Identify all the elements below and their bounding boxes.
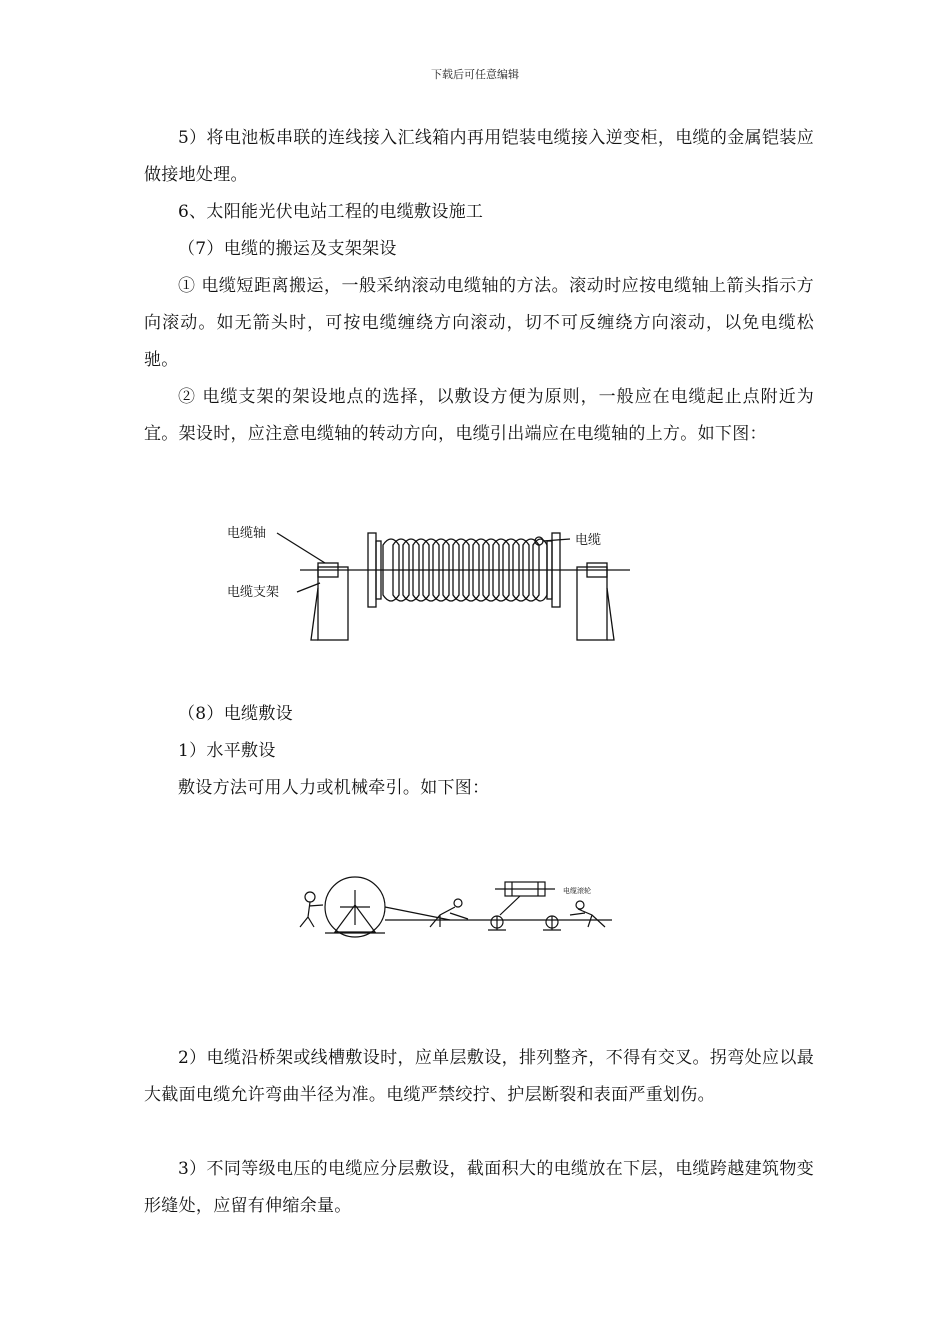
paragraph-support: ② 电缆支架的架设地点的选择，以敷设方便为原则，一般应在电缆起止点附近为宜。架设时，应注意电缆轴的转动方向，电缆引出端应在电缆轴的上方。如下图：	[144, 387, 814, 444]
paragraph-tray: 2）电缆沿桥架或线槽敷设时，应单层敷设，排列整齐，不得有交叉。拐弯处应以最大截面电缆允许弯曲半径为准。电缆严禁绞拧、护层断裂和表面严重划伤。	[144, 1048, 814, 1105]
subsection-heading-7: （7）电缆的搬运及支架架设	[178, 239, 397, 259]
right-support-block	[577, 567, 607, 640]
axle-leader-line	[277, 533, 325, 563]
label-cable-support: 电缆支架	[227, 585, 280, 600]
left-support-block	[318, 567, 348, 640]
horizontal-laying-diagram	[290, 875, 630, 945]
cable-roller-1	[488, 916, 506, 930]
worker-figure-2	[430, 899, 468, 927]
cable-drum-diagram	[215, 515, 635, 645]
cable-leader-line	[543, 539, 570, 541]
support-leader-line	[297, 583, 320, 592]
paragraph-method: 敷设方法可用人力或机械牵引。如下图：	[178, 778, 490, 798]
paragraph-layers: 3）不同等级电压的电缆应分层敷设，截面积大的电缆放在下层，电缆跨越建筑物变形缝处，应留有伸缩余量。	[144, 1159, 814, 1216]
left-support-leg	[311, 588, 318, 640]
paragraph-handling: ① 电缆短距离搬运，一般采纳滚动电缆轴的方法。滚动时应按电缆轴上箭头指示方向滚动。如无箭头时，可按电缆缠绕方向滚动，切不可反缠绕方向滚动，以免电缆松驰。	[144, 276, 814, 370]
page-header-note: 下载后可任意编辑	[431, 68, 519, 81]
section-heading-6: 6、太阳能光伏电站工程的电缆敷设施工	[178, 202, 484, 222]
right-support-leg	[607, 588, 614, 640]
paragraph-5: 5）将电池板串联的连线接入汇线箱内再用铠装电缆接入逆变柜，电缆的金属铠装应做接地处理。	[144, 128, 814, 185]
subsection-heading-8: （8）电缆敷设	[178, 704, 293, 724]
cable-roller-2	[543, 916, 561, 930]
roller-detail-inset	[495, 882, 555, 896]
label-cable: 电缆	[575, 533, 602, 548]
label-cable-roller: 电缆滚轮	[563, 887, 591, 895]
subheading-horizontal: 1）水平敷设	[178, 741, 276, 761]
worker-figure-1	[300, 892, 323, 927]
label-cable-axle: 电缆轴	[227, 526, 267, 541]
inset-leader-line	[500, 896, 520, 915]
worker-figure-3	[570, 901, 605, 927]
